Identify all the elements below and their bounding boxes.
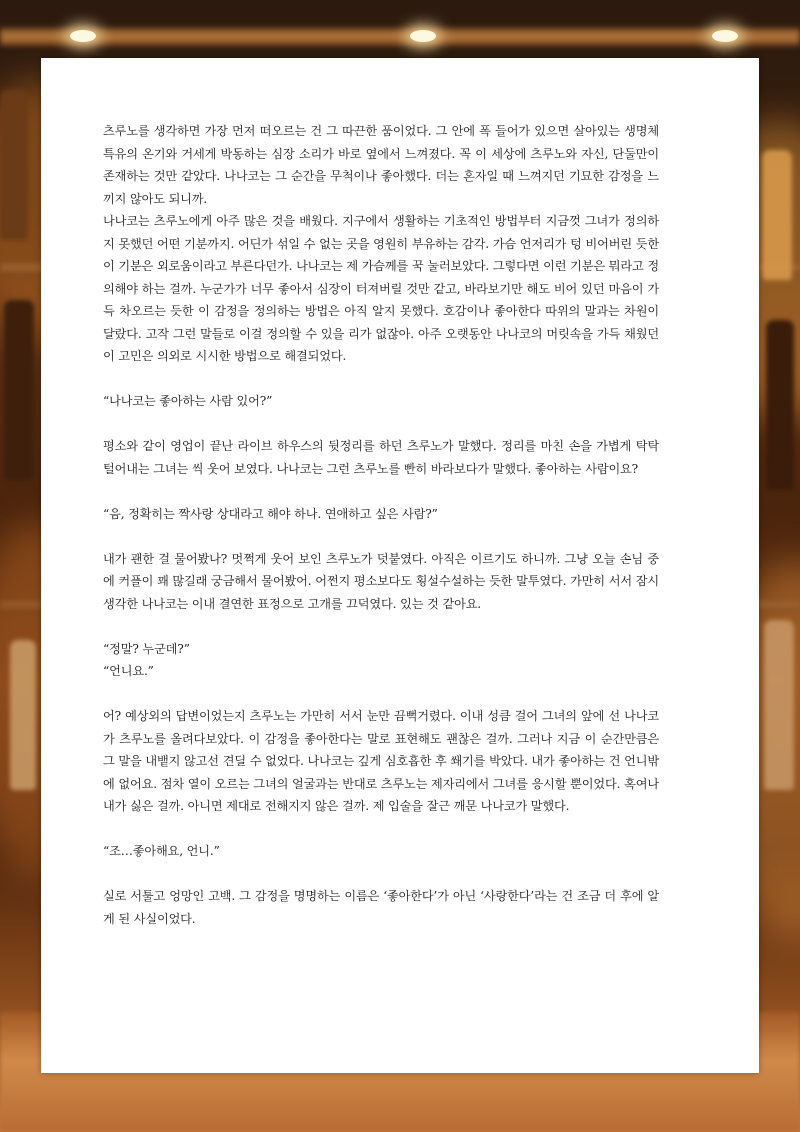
- paragraph: “나나코는 좋아하는 사람 있어?”: [103, 394, 273, 408]
- paragraph: “언니요.”: [103, 664, 154, 678]
- story-text: [103, 120, 659, 930]
- paragraph: 츠루노를 생각하면 가장 먼저 떠오르는 건 그 따끈한 품이었다. 그 안에 폭 들어가 있으면 살아있는 생명체 특유의 온기와 거세게 박동하는 심장 소리가 바로 옆에서 느껴졌다. 꼭 이 세상에 츠루노와 자신, 단둘만이 존재하는 것만 같았다. 나나코는 그 순간을 무척이나 좋아했다. 더는 혼자일 때 느껴지던 기묘한 감정을 느끼지 않아도 되니까.: [103, 124, 659, 206]
- paragraph: “조…좋아해요, 언니.”: [103, 844, 220, 858]
- paragraph: 실로 서툴고 엉망인 고백. 그 감정을 명명하는 이름은 ‘좋아한다’가 아닌 ‘사랑한다’라는 건 조금 더 후에 알게 된 사실이었다.: [103, 889, 659, 926]
- paragraph: 나나코는 츠루노에게 아주 많은 것을 배웠다. 지구에서 생활하는 기초적인 방법부터 지금껏 그녀가 정의하지 못했던 어떤 기분까지. 어딘가 섞일 수 없는 곳을 영원히 부유하는 감각. 가슴 언저리가 텅 비어버린 듯한 이 기분은 외로움이라고 부른다던가. 나나코는 제 가슴께를 꾹 눌러보았다. 그렇다면 이런 기분은 뭐라고 정의해야 하는 걸까. 누군가가 너무 좋아서 심장이 터져버릴 것만 같고, 바라보기만 해도 비어 있던 마음이 가득 차오르는 듯한 이 감정을 정의하는 방법은 아직 알지 못했다. 호감이나 좋아한다 따위의 말과는 차원이 달랐다. 고작 그런 말들로 이걸 정의할 수 있을 리가 없잖아. 아주 오랫동안 나나코의 머릿속을 가득 채웠던 이 고민은 의외로 시시한 방법으로 해결되었다.: [103, 214, 659, 363]
- paragraph: 어? 예상외의 답변이었는지 츠루노는 가만히 서서 눈만 끔뻑거렸다. 이내 성큼 걸어 그녀의 앞에 선 나나코가 츠루노를 올려다보았다. 이 감정을 좋아한다는 말로 표현해도 괜찮은 걸까. 그러나 지금 이 순간만큼은 그 말을 내뱉지 않고선 견딜 수 없었다. 나나코는 깊게 심호흡한 후 쐐기를 박았다. 내가 좋아하는 건 언니밖에 없어요. 점차 열이 오르는 그녀의 얼굴과는 반대로 츠루노는 제자리에서 그녀를 응시할 뿐이었다. 혹여나 내가 싫은 걸까. 아니면 제대로 전해지지 않은 걸까. 제 입술을 잘근 깨문 나나코가 말했다.: [103, 709, 659, 813]
- paragraph: 내가 괜한 걸 물어봤나? 멋쩍게 웃어 보인 츠루노가 덧붙였다. 아직은 이르기도 하니까. 그냥 오늘 손님 중에 커플이 꽤 많길래 궁금해서 물어봤어. 어쩐지 평소보다도 횡설수설하는 듯한 말투였다. 가만히 서서 잠시 생각한 나나코는 이내 결연한 표정으로 고개를 끄덕였다. 있는 것 같아요.: [103, 551, 659, 611]
- paragraph: 평소와 같이 영업이 끝난 라이브 하우스의 뒷정리를 하던 츠루노가 말했다. 정리를 마친 손을 가볍게 탁탁 털어내는 그녀는 씩 웃어 보였다. 나나코는 그런 츠루노를 빤히 바라보다가 말했다. 좋아하는 사람이요?: [103, 439, 659, 476]
- paragraph: “정말? 누군데?”: [103, 641, 190, 656]
- paragraph: “음, 정확히는 짝사랑 상대라고 해야 하나. 연애하고 싶은 사람?”: [103, 506, 438, 521]
